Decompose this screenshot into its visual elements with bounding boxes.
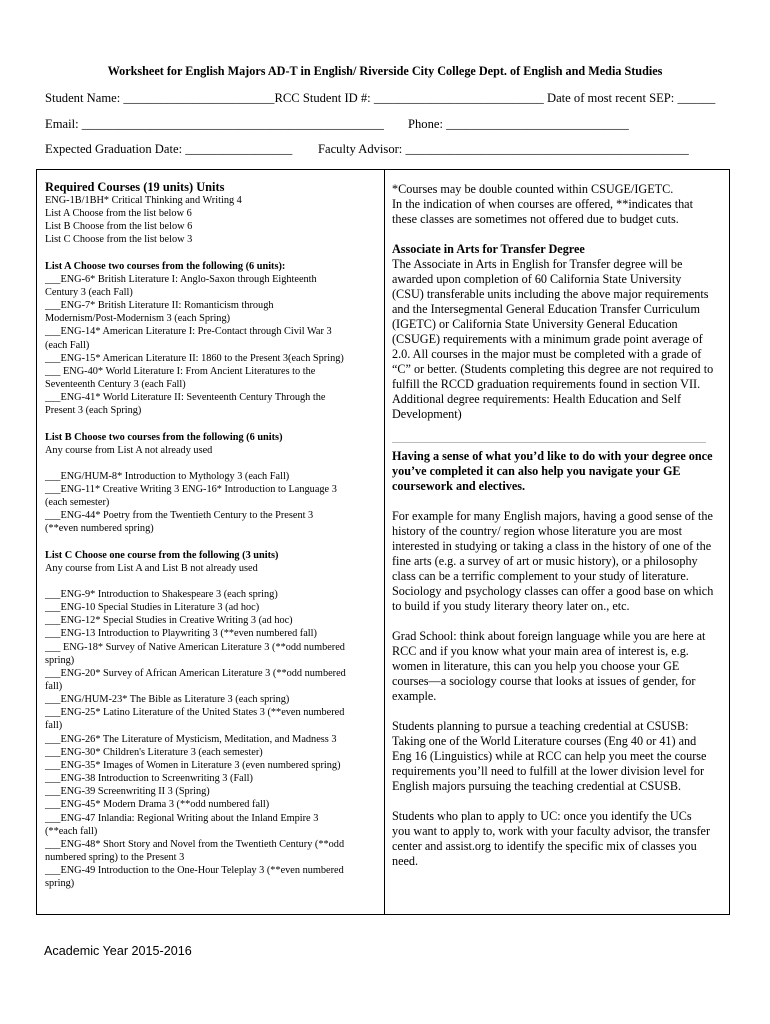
required-list [45,194,377,247]
text-line: Additional degree requirements: Health Education and Self [392,392,682,406]
section-divider [392,442,706,443]
text-line: English majors pursuing the teaching credential at CSUSB. [392,779,682,793]
text-line: Development) [392,407,462,421]
text-line: (each Fall) [45,339,90,351]
text-line: ___ENG/HUM-8* Introduction to Mythology 3 (each Fall) [45,470,290,482]
list-b-subheading: Any course from List A not already used [45,444,213,456]
text-line: need. [392,854,419,868]
text-line: *Courses may be double counted within CSUGE/IGETC. [392,182,674,196]
graduation-date-line[interactable]: Expected Graduation Date: _________________ [45,142,293,156]
text-line: courses—a sociology course that looks at issues of gender, for [392,674,696,688]
text-line: you’ve completed it can also help you navigate your GE [392,464,681,478]
text-line: ___ENG/HUM-23* The Bible as Literature 3 (each spring) [45,694,290,706]
text-line: Having a sense of what you’d like to do with your degree once [392,449,713,463]
text-line: Grad School: think about foreign language while you are here at [392,629,706,643]
text-line: ___ENG-6* British Literature I: Anglo-Saxon through Eighteenth [45,273,317,285]
text-line: and the Intersegmental General Education Transfer Curriculum [392,302,700,316]
text-line: spring) [45,654,75,666]
example-paragraph [392,509,726,614]
text-line: ___ENG-38 Introduction to Screenwriting 3 (Fall) [45,773,253,785]
text-line: to build if you study literary theory later on., etc. [392,599,630,613]
page-title: Worksheet for English Majors AD-T in English/ Riverside City College Dept. of English and Media Studies [107,64,663,78]
right-column [392,182,726,869]
text-line: fall) [45,681,63,692]
text-line: ___ ENG-40* World Literature I: From Ancient Literatures to the [45,365,316,377]
text-line: ___ENG-20* Survey of African American Literature 3 (**odd numbered [45,667,346,679]
left-column [45,180,377,891]
text-line: List C Choose from the list below 3 [45,234,193,246]
text-line: ___ENG-7* British Literature II: Romanticism through [45,300,274,312]
text-line: (each semester) [45,497,110,509]
text-line: (CSUGE) requirements with a minimum grade point average of [392,332,703,346]
text-line: (IGETC) or California State University General Education [392,317,678,331]
text-line: (**each fall) [45,825,98,837]
text-line: ___ENG-30* Children's Literature 3 (each semester) [45,746,263,758]
text-line: ___ENG-11* Creative Writing 3 ENG-16* Introduction to Language 3 [45,483,337,495]
phone-line[interactable]: Phone: _____________________________ [408,117,629,131]
text-line: ENG-1B/1BH* Critical Thinking and Writing 4 [45,195,242,206]
text-line: ___ENG-35* Images of Women in Literature 3 (even numbered spring) [45,759,341,771]
text-line: example. [392,689,437,703]
text-line: “C” or better. (Students completing this degree are not required to [392,362,714,376]
text-line: In the indication of when courses are offered, **indicates that [392,197,693,211]
text-line: you want to apply to, work with your faculty advisor, the transfer [392,824,711,838]
list-b-heading: List B Choose two courses from the following (6 units) [45,431,283,443]
text-line: numbered spring) to the Present 3 [45,852,185,864]
column-divider [384,169,385,915]
degree-sense-heading [392,449,726,494]
text-line: class can be a terrific complement to your study of literature. [392,569,689,583]
grad-school-paragraph [392,629,726,704]
text-line: Eng 16 (Linguistics) while at RCC can help you meet the course [392,749,707,763]
text-line: For example for many English majors, having a good sense of the [392,509,713,523]
text-line: RCC and if you know what your main area of interest is, e.g. [392,644,689,658]
text-line: center and assist.org to identify the specific mix of classes you [392,839,697,853]
notes-block [392,182,726,227]
text-line: ___ENG-45* Modern Drama 3 (**odd numbered fall) [45,799,270,811]
text-line: ___ENG-44* Poetry from the Twentieth Century to the Present 3 [45,510,314,522]
text-line: ___ENG-15* American Literature II: 1860 to the Present 3(each Spring) [45,352,344,364]
text-line: 2.0. All courses in the major must be completed with a grade of [392,347,702,361]
list-c-subheading: Any course from List A and List B not already used [45,562,258,574]
text-line: ___ENG-13 Introduction to Playwriting 3 (**even numbered fall) [45,628,317,640]
list-c-heading: List C Choose one course from the following (3 units) [45,549,279,561]
text-line: awarded upon completion of 60 California State University [392,272,682,286]
text-line: The Associate in Arts in English for Transfer degree will be [392,257,683,271]
text-line: ___ENG-9* Introduction to Shakespeare 3 (each spring) [45,588,278,600]
list-c-courses [45,588,377,891]
text-line: these classes are sometimes not offered due to budget cuts. [392,212,679,226]
text-line: Sociology and psychology classes can offer a good base on which [392,584,714,598]
text-line: requirements you’ll need to fulfill at the lower division level for [392,764,705,778]
text-line: ___ENG-14* American Literature I: Pre-Contact through Civil War 3 [45,326,332,338]
text-line: ___ENG-47 Inlandia: Regional Writing about the Inland Empire 3 [45,812,319,824]
text-line: spring) [45,878,75,890]
text-line: ___ENG-48* Short Story and Novel from the Twentieth Century (**odd [45,838,345,850]
text-line: (**even numbered spring) [45,523,154,535]
text-line: Present 3 (each Spring) [45,405,142,417]
text-line: Students who plan to apply to UC: once you identify the UCs [392,809,692,823]
text-line: coursework and electives. [392,479,526,493]
academic-year-footer: Academic Year 2015-2016 [44,944,192,958]
text-line: List B Choose from the list below 6 [45,221,193,233]
aa-transfer-heading: Associate in Arts for Transfer Degree [392,242,585,256]
list-a-heading: List A Choose two courses from the following (6 units): [45,260,286,272]
text-line: ___ENG-25* Latino Literature of the United States 3 (**even numbered [45,707,345,719]
faculty-advisor-line[interactable]: Faculty Advisor: _____________________________________________ [318,142,689,156]
text-line: Students planning to pursue a teaching credential at CSUSB: [392,719,689,733]
text-line: ___ENG-41* World Literature II: Seventeenth Century Through the [45,392,326,404]
text-line: ___ENG-26* The Literature of Mysticism, Meditation, and Madness 3 [45,733,337,745]
text-line: ___ENG-39 Screenwriting II 3 (Spring) [45,786,210,798]
text-line: Modernism/Post-Modernism 3 (each Spring) [45,313,231,325]
text-line: Taking one of the World Literature courses (Eng 40 or 41) and [392,734,697,748]
student-name-line[interactable]: Student Name: ________________________RCC Student ID #: ___________________________ Date of most recent SEP: ______ [45,91,716,105]
text-line: ___ ENG-18* Survey of Native American Literature 3 (**odd numbered [45,641,345,653]
text-line: Seventeenth Century 3 (each Fall) [45,379,186,391]
email-line[interactable]: Email: ________________________________________________ [45,117,384,131]
text-line: women in literature, this can you help you choose your GE [392,659,680,673]
text-line: ___ENG-49 Introduction to the One-Hour Teleplay 3 (**even numbered [45,865,344,877]
text-line: ___ENG-10 Special Studies in Literature 3 (ad hoc) [45,602,260,614]
text-line: ___ENG-12* Special Studies in Creative Writing 3 (ad hoc) [45,615,293,627]
text-line: List A Choose from the list below 6 [45,208,192,220]
list-b-courses [45,470,377,536]
text-line: history of the country/ region whose literature you are most [392,524,683,538]
required-courses-heading: Required Courses (19 units) Units [45,180,225,194]
aa-transfer-text [392,257,726,422]
uc-paragraph [392,809,726,869]
text-line: Century 3 (each Fall) [45,286,133,298]
teaching-credential-paragraph [392,719,726,794]
list-a-courses [45,273,377,418]
text-line: fulfill the RCCD graduation requirements found in section VII. [392,377,701,391]
text-line: (CSU) transferable units including the above major requirements [392,287,709,301]
text-line: interested in studying or taking a class in the history of one of the [392,539,712,553]
text-line: fine arts (e.g. a survey of art or music history), or a philosophy [392,554,698,568]
text-line: fall) [45,720,63,732]
